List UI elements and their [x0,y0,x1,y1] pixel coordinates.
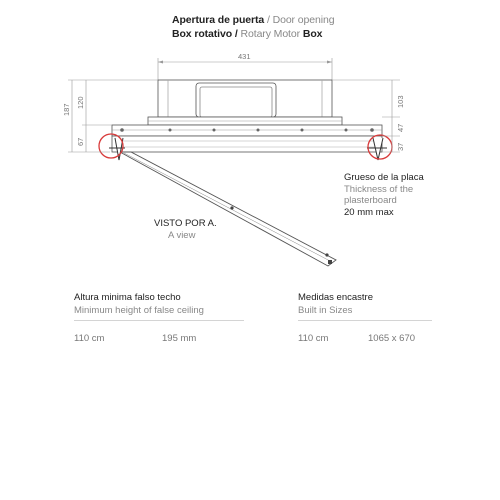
min-height-divider [74,320,244,321]
built-in-title: Medidas encastre [298,292,373,303]
left-upper-dimension-label: 120 [76,96,85,109]
min-height-title: Altura minima falso techo [74,292,181,303]
thickness-value: 20 mm max [344,206,394,218]
motor-box [158,80,332,117]
header-separator: / [264,14,273,26]
header-rotary-box-en-suffix: Box [302,28,323,40]
built-in-divider [298,320,432,321]
view-label-es: VISTO POR A. [154,218,217,229]
thickness-label-en-2: plasterboard [344,195,397,206]
thickness-label-es: Grueso de la placa [344,172,424,183]
min-height-value-2: 195 mm [162,333,197,344]
left-total-dimension-label: 187 [62,103,71,116]
built-in-value-1: 110 cm [298,333,329,344]
header-door-opening-en: Door opening [272,14,335,26]
header-rotary-box-en: Rotary Motor [240,28,301,40]
min-height-subtitle: Minimum height of false ceiling [74,305,204,316]
header-rotary-box-es: Box rotativo / [172,28,238,40]
view-label-en: A view [168,229,196,241]
width-dimension-line [158,58,332,80]
closed-door-panel [112,136,382,152]
header-door-opening-es: Apertura de puerta [172,14,265,26]
thickness-label-en-1: Thickness of the [344,183,414,195]
ceiling-plate [112,125,382,136]
right-upper-dimension-label: 103 [396,95,405,108]
min-height-value-1: 110 cm [74,333,105,344]
left-lower-dimension-label: 67 [76,137,85,146]
view-note [154,218,217,241]
plasterboard-note [344,172,424,218]
right-lower-dimension-label: 37 [396,142,405,151]
frame-middle [148,117,342,125]
built-in-subtitle: Built in Sizes [298,305,353,316]
built-in-value-2: 1065 x 670 [368,333,416,344]
width-dimension-label: 431 [238,52,251,61]
right-mid-dimension-label: 47 [396,123,405,132]
open-door-panel [120,152,336,266]
